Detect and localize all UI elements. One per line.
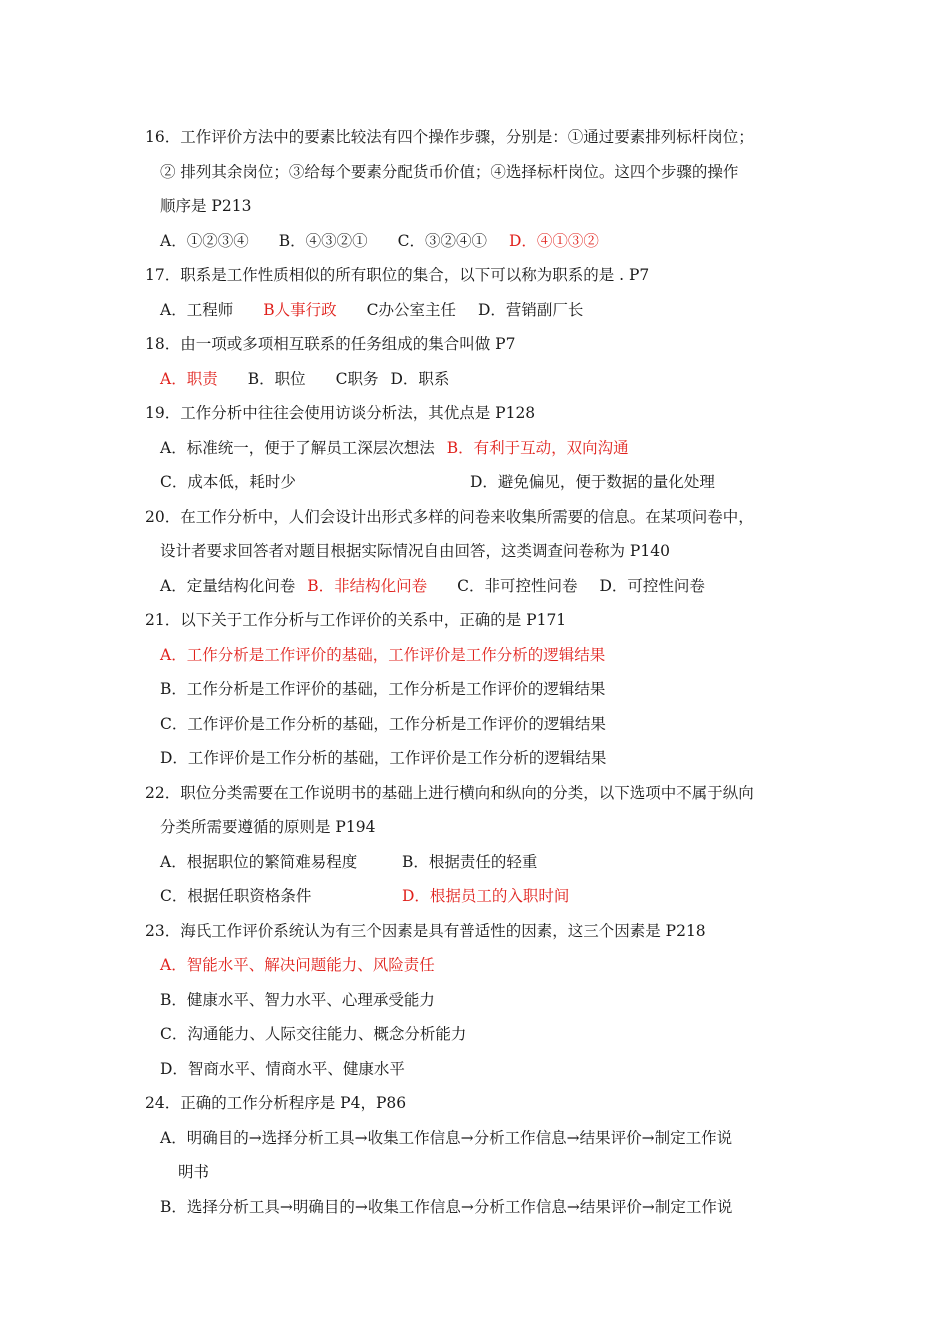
question-20-stem-line-1: 20．在工作分析中，人们会设计出形式多样的问卷来收集所需要的信息。在某项问卷中， (145, 508, 754, 526)
question-18-option-d: D．职系 (390, 370, 450, 388)
question-20-option-b-answer: B．非结构化问卷 (307, 577, 428, 595)
question-24-option-a-line-1: A．明确目的→选择分析工具→收集工作信息→分析工作信息→结果评价→制定工作说 (160, 1129, 733, 1147)
question-22-option-c: C．根据任职资格条件 (160, 887, 312, 905)
question-21-option-b: B．工作分析是工作评价的基础，工作分析是工作评价的逻辑结果 (160, 680, 606, 698)
question-17-option-b-answer: B人事行政 (263, 301, 337, 319)
question-20-option-a: A．定量结构化问卷 (160, 577, 296, 595)
question-16-option-d-answer: D．④①③② (508, 232, 599, 250)
question-19-stem: 19．工作分析中往往会使用访谈分析法，其优点是 P128 (145, 404, 536, 422)
question-17-option-a: A．工程师 (160, 301, 234, 319)
question-21-option-a-answer: A．工作分析是工作评价的基础，工作评价是工作分析的逻辑结果 (160, 646, 606, 664)
question-23-stem: 23．海氏工作评价系统认为有三个因素是具有普适性的因素，这三个因素是 P218 (145, 922, 706, 940)
question-22-option-d-answer: D．根据员工的入职时间 (402, 887, 570, 905)
question-19-option-d: D．避免偏见，便于数据的量化处理 (470, 473, 715, 491)
question-22-option-b: B．根据责任的轻重 (402, 853, 538, 871)
question-16-stem-line-2: ② 排列其余岗位；③给每个要素分配货币价值；④选择标杆岗位。这四个步骤的操作 (160, 163, 739, 181)
question-17-option-d: D．营销副厂长 (477, 301, 584, 319)
question-18-option-a-answer: A．职责 (160, 370, 218, 388)
question-18-option-b: B．职位 (247, 370, 306, 388)
question-22-option-a: A．根据职位的繁简难易程度 (160, 853, 358, 871)
question-21-option-d: D．工作评价是工作分析的基础，工作评价是工作分析的逻辑结果 (160, 749, 607, 767)
question-19-options-row-1 (160, 438, 629, 458)
question-20-option-c: C．非可控性问卷 (457, 577, 578, 595)
question-16-option-c: C．③②④① (397, 232, 487, 250)
question-16-option-b: B．④③②① (278, 232, 368, 250)
question-17-options (160, 300, 583, 320)
question-20-option-d: D．可控性问卷 (599, 577, 705, 595)
question-21-option-c: C．工作评价是工作分析的基础，工作分析是工作评价的逻辑结果 (160, 715, 606, 733)
question-17-option-c: C办公室主任 (366, 301, 456, 319)
question-18-option-c: C职务 (335, 370, 379, 388)
question-19-option-b-answer: B．有利于互动，双向沟通 (446, 439, 629, 457)
question-23-option-b: B．健康水平、智力水平、心理承受能力 (160, 991, 435, 1009)
question-18-options (160, 369, 449, 389)
question-19-option-c: C．成本低，耗时少 (160, 473, 296, 491)
question-18-stem: 18．由一项或多项相互联系的任务组成的集合叫做 P7 (145, 335, 516, 353)
question-20-options (160, 576, 705, 596)
question-22-stem-line-1: 22．职位分类需要在工作说明书的基础上进行横向和纵向的分类，以下选项中不属于纵向 (145, 784, 754, 802)
question-16-options (160, 231, 599, 251)
question-24-option-b-line-1: B．选择分析工具→明确目的→收集工作信息→分析工作信息→结果评价→制定工作说 (160, 1198, 733, 1216)
question-24-stem: 24．正确的工作分析程序是 P4，P86 (145, 1094, 407, 1112)
question-23-option-c: C．沟通能力、人际交往能力、概念分析能力 (160, 1025, 467, 1043)
question-23-option-a-answer: A．智能水平、解决问题能力、风险责任 (160, 956, 435, 974)
question-16-stem-line-1: 16．工作评价方法中的要素比较法有四个操作步骤，分别是：①通过要素排列标杆岗位； (145, 128, 754, 146)
question-21-stem: 21．以下关于工作分析与工作评价的关系中，正确的是 P171 (145, 611, 567, 629)
question-16-stem-line-3: 顺序是 P213 (160, 197, 252, 215)
question-23-option-d: D．智商水平、情商水平、健康水平 (160, 1060, 405, 1078)
question-24-option-a-line-2: 明书 (178, 1163, 210, 1181)
question-16-option-a: A．①②③④ (160, 232, 249, 250)
question-20-stem-line-2: 设计者要求回答者对题目根据实际情况自由回答，这类调查问卷称为 P140 (160, 542, 670, 560)
question-22-stem-line-2: 分类所需要遵循的原则是 P194 (160, 818, 376, 836)
question-17-stem: 17．职系是工作性质相似的所有职位的集合，以下可以称为职系的是 . P7 (145, 266, 650, 284)
question-19-option-a: A．标准统一，便于了解员工深层次想法 (160, 439, 435, 457)
